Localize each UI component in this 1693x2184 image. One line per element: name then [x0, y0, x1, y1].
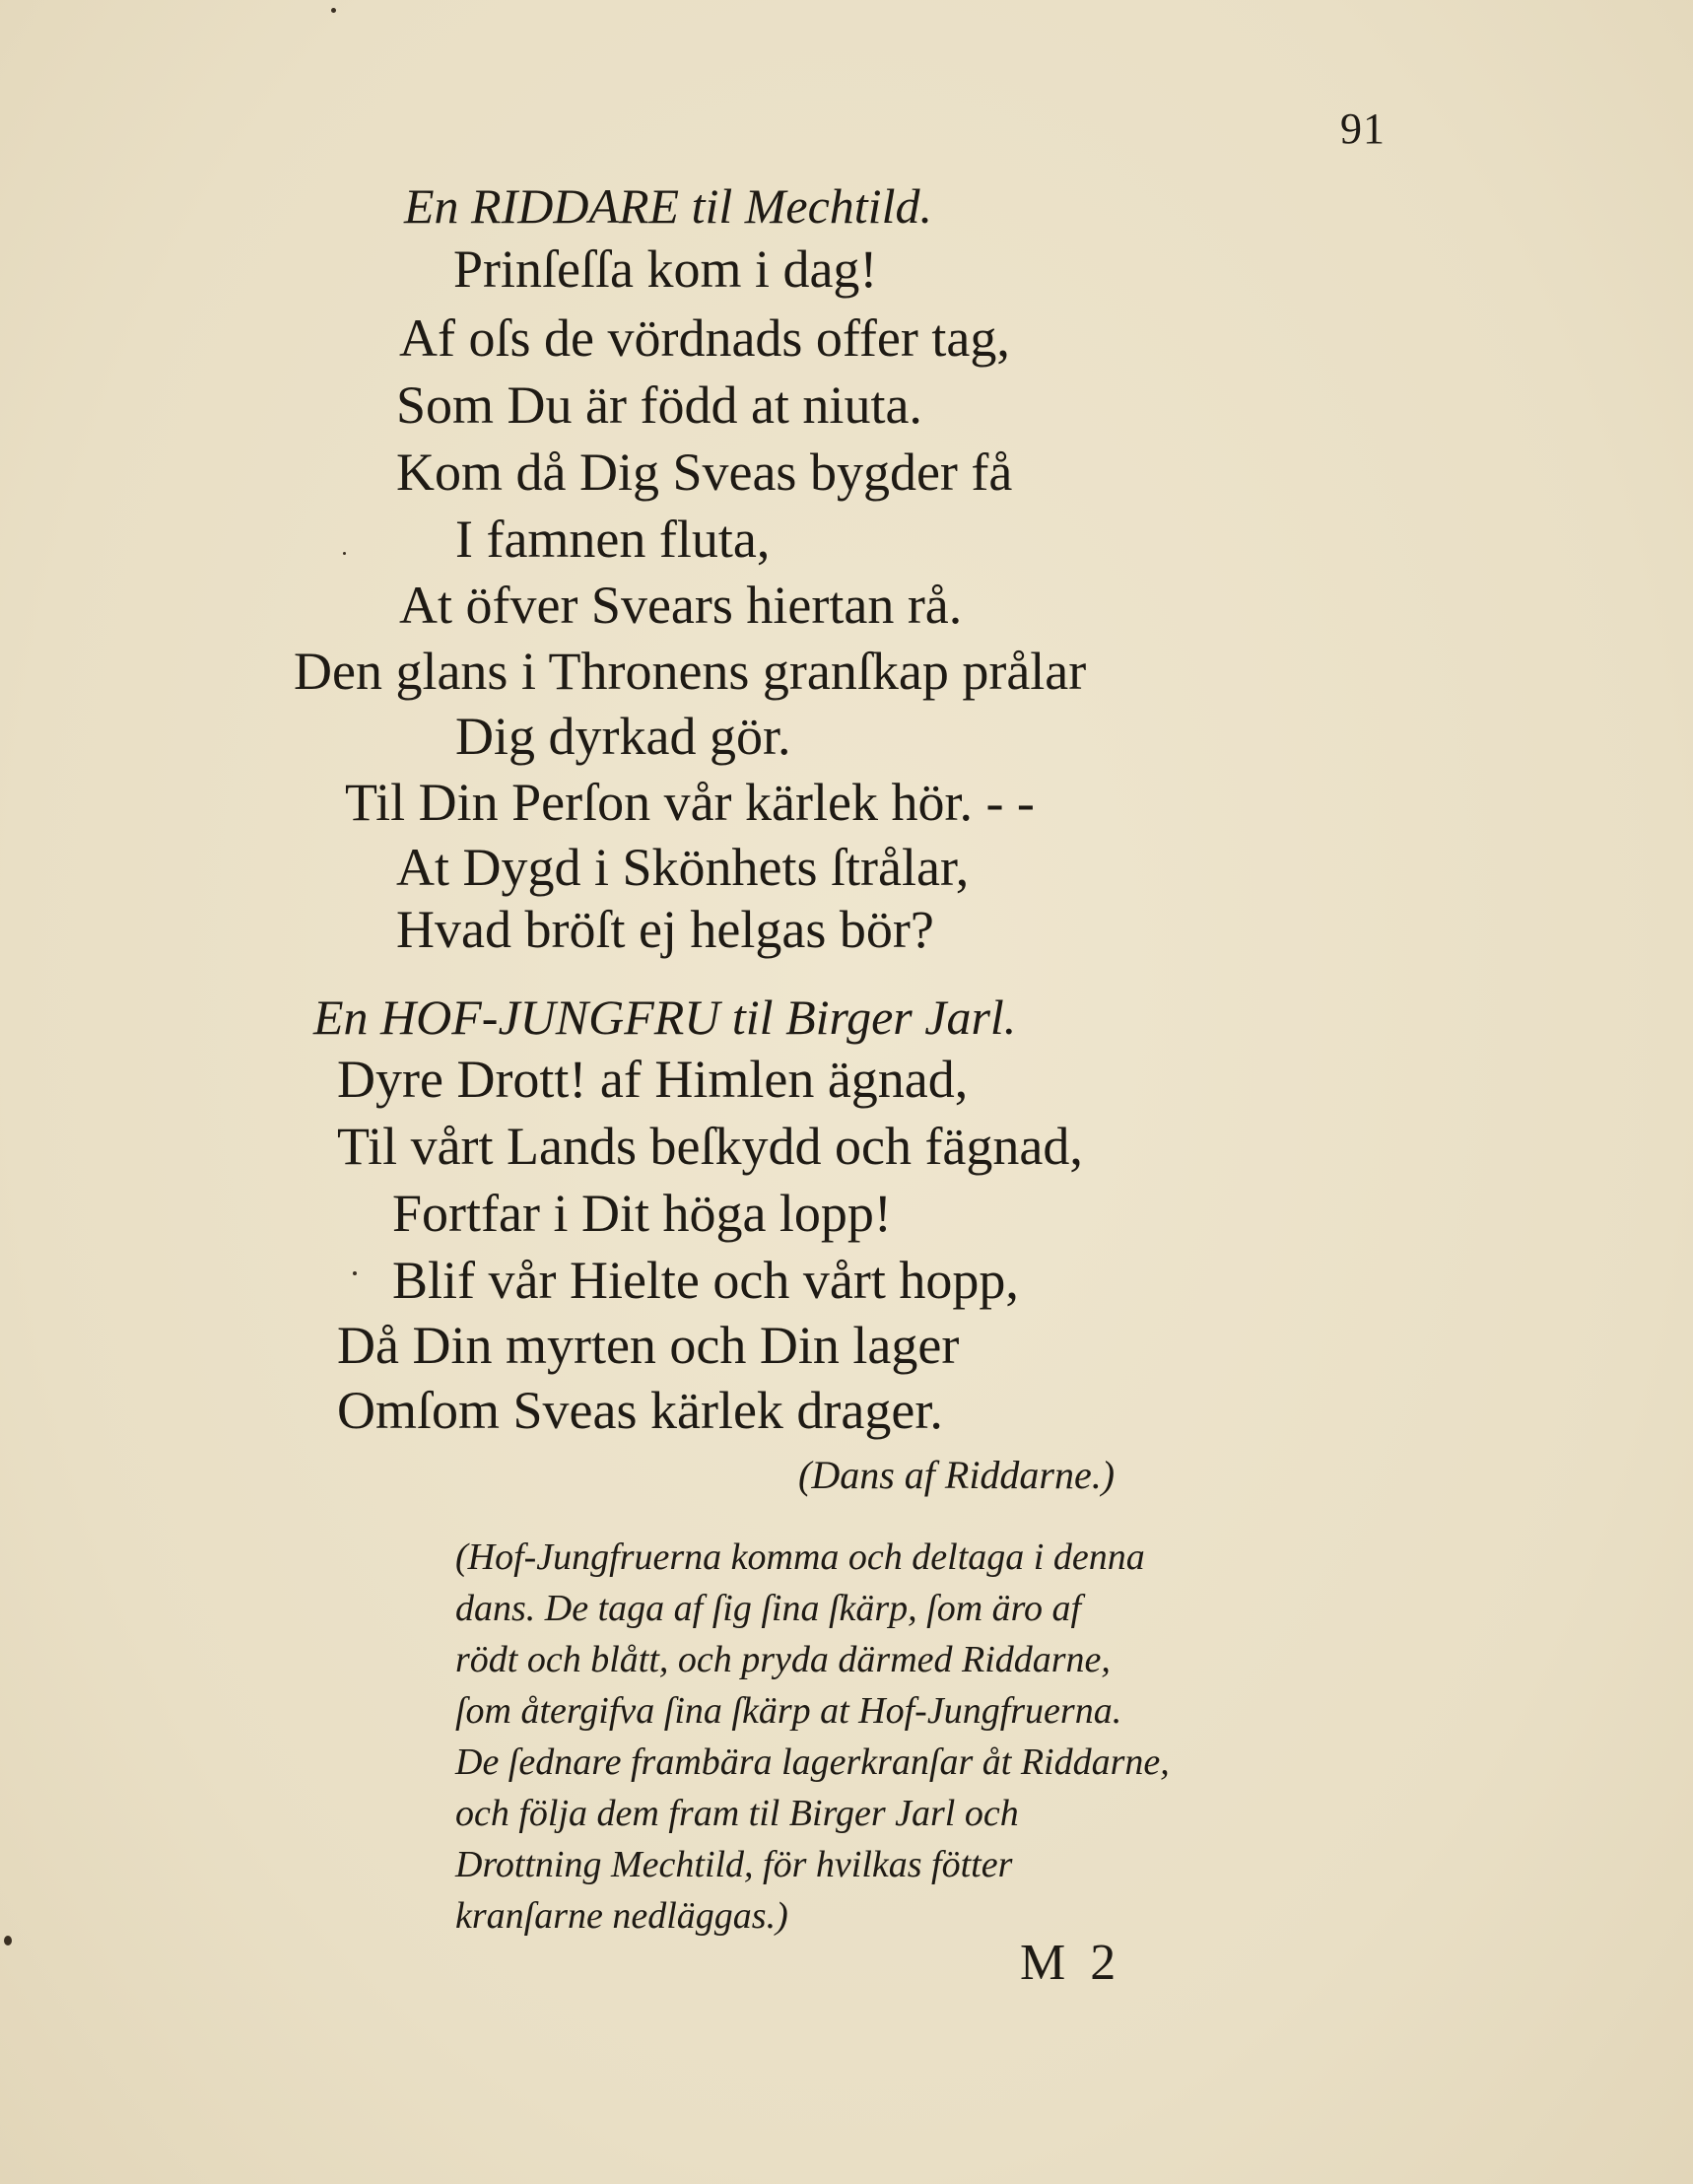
paper-speck [4, 1936, 12, 1945]
note-line: De ſednare frambära lagerkranſar åt Riddarne, [455, 1741, 1170, 1783]
verse-line: Til vårt Lands beſkydd och fägnad, [337, 1117, 1083, 1176]
note-line: dans. De taga af ſig ſina ſkärp, ſom äro af [455, 1588, 1082, 1629]
verse-line: Dyre Drott! af Himlen ägnad, [337, 1050, 969, 1109]
page-number: 91 [1340, 104, 1386, 153]
stage-direction: (Dans af Riddarne.) [798, 1453, 1116, 1497]
verse-line: Af oſs de vördnads offer tag, [399, 308, 1010, 368]
verse-line: Dig dyrkad gör. [455, 707, 791, 766]
verse-line: Kom då Dig Sveas bygder få [396, 443, 1013, 502]
section-heading-hof-jungfru: En HOF-JUNGFRU til Birger Jarl. [313, 990, 1017, 1045]
verse-line: Blif vår Hielte och vårt hopp, [392, 1251, 1019, 1310]
note-line: Drottning Mechtild, för hvilkas fötter [455, 1844, 1013, 1885]
note-line: kranſarne nedläggas.) [455, 1895, 788, 1937]
verse-line: At öfver Svears hiertan rå. [399, 576, 963, 635]
verse-line: Fortfar i Dit höga lopp! [392, 1184, 892, 1243]
verse-line: Prinſeſſa kom i dag! [453, 239, 878, 299]
verse-line: Til Din Perſon vår kärlek hör. - - [345, 773, 1035, 832]
verse-line: Omſom Sveas kärlek drager. [337, 1381, 943, 1440]
note-line: rödt och blått, och pryda därmed Riddarne, [455, 1639, 1111, 1680]
verse-line: Då Din myrten och Din lager [337, 1316, 960, 1375]
verse-line: Den glans i Thronens granſkap prålar [294, 642, 1087, 701]
verse-line: At Dygd i Skönhets ſtrålar, [396, 838, 970, 897]
verse-line: Som Du är född at niuta. [396, 375, 922, 435]
paper-speck [343, 552, 346, 555]
paper-speck [353, 1271, 357, 1275]
verse-line: Hvad bröſt ej helgas bör? [396, 900, 934, 959]
note-line: ſom återgifva ſina ſkärp at Hof-Jungfruerna. [455, 1690, 1122, 1732]
signature-mark: M 2 [1020, 1935, 1122, 1991]
verse-line: I famnen fluta, [455, 510, 771, 569]
section-heading-riddare: En RIDDARE til Mechtild. [404, 178, 932, 234]
paper-speck [331, 8, 336, 13]
note-line: och följa dem fram til Birger Jarl och [455, 1793, 1019, 1834]
note-line: (Hof-Jungfruerna komma och deltaga i denna [455, 1536, 1145, 1578]
